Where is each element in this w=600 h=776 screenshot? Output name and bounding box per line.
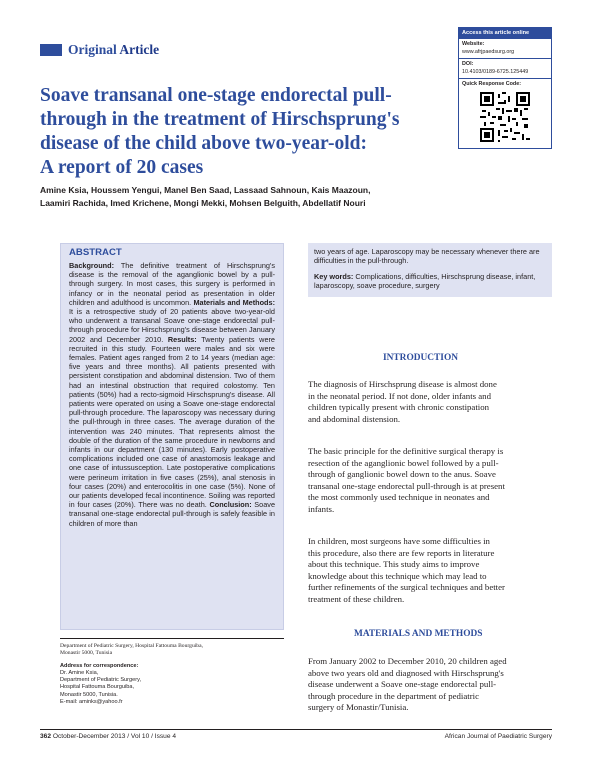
abstract-body (69, 261, 275, 528)
text-line: resection of the aganglionic bowel followed by a pull- (308, 457, 499, 468)
doi-value[interactable]: 10.4103/0189-6725.125449 (462, 68, 529, 75)
title-line: A report of 20 cases (40, 157, 204, 178)
article-title (40, 84, 410, 180)
intro-paragraph-2 (308, 446, 554, 515)
section-tag-word1: Original (68, 42, 117, 57)
author-list (40, 184, 440, 210)
text-line: through of ganglionic bowel down to the anus. Soave (308, 469, 496, 479)
background-text: The definitive treatment of Hirschsprung's disease is the removal of the aganglionic bowel by a pull-through surgery. In most cases, this surgery is performed in infancy or in the neonatal period as presentation in older children and adulthood is uncommon. (69, 261, 275, 307)
section-tag (68, 42, 159, 58)
footer-left (40, 733, 176, 740)
methods-heading: MATERIALS AND METHODS (354, 629, 483, 639)
correspondence-line: Department of Pediatric Surgery, (60, 677, 142, 684)
author-line: Amine Ksia, Houssem Yengui, Manel Ben Saad, Lassaad Sahnoun, Kais Maazoun, (40, 185, 371, 195)
affiliation-line: Monastir 5000, Tunisia (60, 650, 113, 657)
intro-paragraph-1 (308, 379, 554, 425)
text-line: In children, most surgeons have some difficulties in (308, 536, 490, 546)
methods-label: Materials and Methods: (193, 297, 275, 307)
qr-cell (459, 78, 551, 148)
journal-name: African Journal of Paediatric Surgery (444, 733, 552, 740)
text-line: disease underwent a Soave one-stage endorectal pull- (308, 679, 497, 689)
text-line: treatment of these children. (308, 593, 405, 604)
section-tag-bar (40, 44, 62, 56)
text-line: about this technique. This study aims to improve (308, 559, 480, 569)
website-cell (459, 38, 551, 58)
access-box-title: Access this article online (459, 28, 551, 38)
text-line: above two years old and diagnosed with Hirschsprung's (308, 667, 504, 678)
keywords-text: Complications, difficulties, Hirschsprung disease, infant, laparoscopy, soave procedure, surgery (314, 271, 536, 291)
doi-cell (459, 58, 551, 78)
text-line: through procedure in the department of pediatric (308, 690, 479, 701)
text-line: From January 2002 to December 2010, 20 children aged (308, 656, 507, 666)
results-text: Twenty patients were recruited in this study. Fourteen were males and six were females. Patient ages ranged from 2 to 14 years (median age: five years and three months). All patients presented with persistent constipation and abdominal distension. Two of them had an intestinal obstruction that required colostomy. Ten patients (50%) had a recto-sigmoid Hirschsprung's disease. All patients were operated on using a Soave one-stage endorectal pull-through procedure. The laparoscopy was necessary during the pull-through in three cases. The average duration of the intervention was 240 minutes. That represents almost the double of the duration of the same procedure in newborns and infants in our department (130 minutes). Early postoperative complications included one case of anastomosis leakage and one case of intussusception. Late postoperative complications were perineum irritation in five cases (25%), anal stenosis in four cases (20%) and enterocolitis in one case (5%). None of our patients developed fecal incontinence. Soiling was reported in four cases (20%). There was no death. (69, 334, 275, 510)
text-line: further refinements of the surgical techniques and better (308, 582, 505, 592)
abstract-heading: ABSTRACT (69, 247, 122, 258)
conclusion-label: Conclusion: (209, 500, 252, 510)
title-line: disease of the child above two-year-old: (40, 133, 367, 154)
text-line: The basic principle for the definitive surgical therapy is (308, 446, 504, 456)
access-online-box (458, 27, 552, 149)
abstract-box (60, 243, 284, 630)
intro-paragraph-3 (308, 536, 554, 605)
text-line: the most commonly used technique in neonates and (308, 492, 490, 502)
qr-label: Quick Response Code: (462, 81, 522, 87)
text-line: in the neonatal period. If not done, older infants and (308, 390, 491, 401)
text-line: children typically present with chronic constipation (308, 402, 490, 412)
text-line: The diagnosis of Hirschsprung disease is almost done (308, 379, 497, 389)
text-line: and abdominal distension. (308, 413, 401, 424)
correspondence-line: Monastir 5000, Tunisia. (60, 691, 118, 698)
author-line: Laamiri Rachida, Imed Krichene, Mongi Mekki, Mohsen Belguith, Abdellatif Nouri (40, 198, 366, 208)
abstract-continued-text: two years of age. Laparoscopy may be necessary whenever there are difficulties in the pull-through. (314, 247, 540, 266)
text-line: knowledge about this technique which may lead to (308, 570, 487, 581)
doi-label: DOI: (462, 61, 474, 67)
footer-divider (40, 729, 552, 730)
issue-info: October-December 2013 / Vol 10 / Issue 4 (52, 733, 177, 740)
affiliation-line: Department of Pediatric Surgery, Hospital Fattouma Bourguiba, (60, 643, 203, 649)
correspondence-line: Hospital Fattouma Bourguiba, (60, 684, 135, 691)
methods-text: It is a retrospective study of 20 patients above two-year-old who underwent a transanal Soave one-stage endorectal pull-through procedure for Hirschsprung's disease between January 2002 and December 2010. (69, 307, 275, 344)
methods-paragraph-1 (308, 656, 554, 714)
text-line: transanal one-stage endorectal pull-through is at present (308, 480, 505, 491)
correspondence-heading: Address for correspondence: (60, 662, 139, 669)
affiliation-block (60, 638, 284, 706)
section-tag-word2: Article (119, 42, 160, 57)
correspondence-line: Dr. Amine Ksia, (60, 669, 99, 676)
results-label: Results: (167, 334, 197, 344)
website-link[interactable]: www.afrjpaedsurg.org (462, 48, 515, 55)
website-label: Website: (462, 41, 485, 47)
text-line: infants. (308, 503, 335, 514)
abstract-continuation (308, 243, 552, 297)
conclusion-text: Soave transanal one-stage endorectal pull-through is safely feasible in children of more than (69, 500, 275, 528)
correspondence-email[interactable]: E-mail: aminks@yahoo.fr (60, 699, 123, 706)
introduction-heading: INTRODUCTION (383, 353, 459, 363)
page-number: 362 (40, 733, 52, 740)
background-label: Background: (69, 261, 114, 270)
keywords (314, 272, 546, 291)
title-line: through in the treatment of Hirschsprung's (40, 109, 400, 130)
text-line: surgery of Monastir/Tunisia. (308, 702, 409, 712)
text-line: this procedure, also there are few reports in literature (308, 547, 495, 558)
qr-code-icon[interactable] (480, 92, 530, 142)
title-line: Soave transanal one-stage endorectal pull- (40, 85, 392, 106)
keywords-label: Key words: (314, 271, 354, 281)
